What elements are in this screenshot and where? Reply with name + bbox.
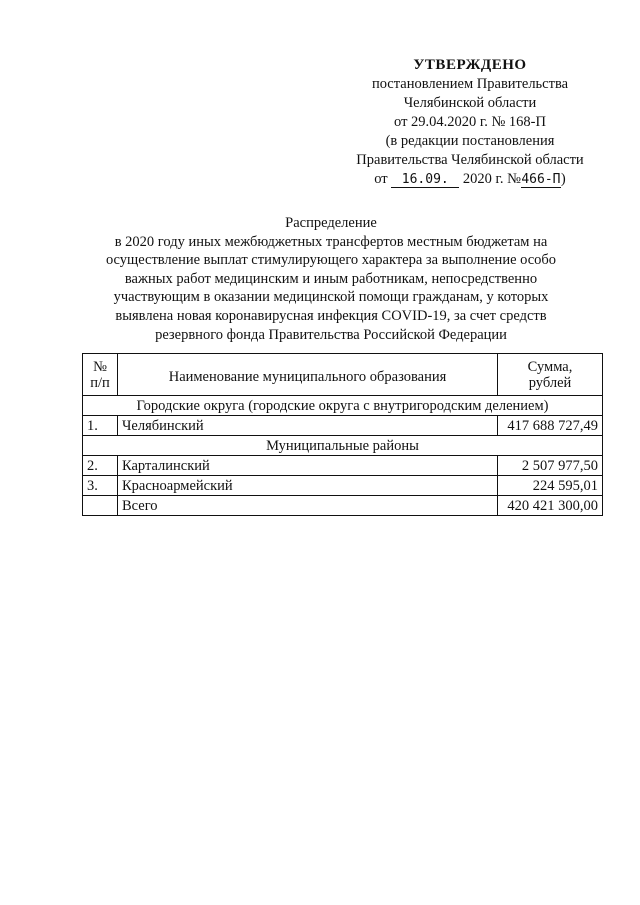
- total-sum: 420 421 300,00: [498, 496, 603, 516]
- heading-line: важных работ медицинским и иным работникам, непосредственно: [124, 270, 538, 287]
- approval-block: [340, 56, 600, 189]
- row-name: Челябинский: [118, 416, 498, 436]
- header-sum-line1: Сумма,: [527, 358, 573, 375]
- header-num-line1: №: [93, 358, 107, 375]
- edition-number-field: 466-П: [521, 172, 561, 187]
- total-row: [83, 496, 603, 516]
- heading-line: резервного фонда Правительства Российской Федерации: [155, 326, 507, 343]
- section-row: [83, 436, 603, 456]
- approval-line: Правительства Челябинской области: [356, 152, 584, 168]
- heading-line: осуществление выплат стимулирующего характера за выполнение особо: [105, 252, 557, 269]
- edition-date-field: 16.09.: [391, 172, 459, 188]
- header-sum: [498, 354, 603, 396]
- section-title: Городские округа (городские округа с внутригородским делением): [83, 396, 603, 416]
- row-sum: 2 507 977,50: [498, 456, 603, 476]
- approval-line: (в редакции постановления: [385, 133, 555, 149]
- total-num: [83, 496, 118, 516]
- table-header-row: [83, 354, 603, 396]
- approval-line: Челябинской области: [403, 95, 537, 111]
- total-label: Всего: [118, 496, 498, 516]
- row-num: 3.: [83, 476, 118, 496]
- table-row: [83, 456, 603, 476]
- edition-suffix: ): [560, 171, 566, 187]
- section-row: [83, 396, 603, 416]
- distribution-table: [82, 353, 603, 516]
- header-num: [83, 354, 118, 396]
- row-name: Красноармейский: [118, 476, 498, 496]
- header-sum-line2: рублей: [528, 374, 572, 391]
- row-num: 1.: [83, 416, 118, 436]
- approval-line: от 29.04.2020 г. № 168-П: [394, 114, 546, 130]
- header-num-line2: п/п: [90, 374, 110, 391]
- row-sum: 224 595,01: [498, 476, 603, 496]
- approval-edition-line: [340, 170, 600, 189]
- approval-line: постановлением Правительства: [371, 76, 569, 92]
- row-name: Карталинский: [118, 456, 498, 476]
- heading-line: выявлена новая коронавирусная инфекция COVID-19, за счет средств: [115, 307, 547, 324]
- document-heading: [100, 214, 562, 344]
- row-num: 2.: [83, 456, 118, 476]
- section-title: Муниципальные районы: [83, 436, 603, 456]
- heading-line: участвующим в оказании медицинской помощи гражданам, у которых: [113, 289, 549, 306]
- edition-prefix: от: [374, 171, 388, 187]
- header-name: Наименование муниципального образования: [118, 354, 498, 396]
- table-row: [83, 476, 603, 496]
- row-sum: 417 688 727,49: [498, 416, 603, 436]
- heading-line: в 2020 году иных межбюджетных трансфертов местным бюджетам на: [114, 233, 548, 250]
- edition-middle: 2020 г. №: [462, 171, 521, 187]
- table-row: [83, 416, 603, 436]
- heading-title: Распределение: [285, 215, 377, 231]
- approval-title: УТВЕРЖДЕНО: [413, 57, 527, 73]
